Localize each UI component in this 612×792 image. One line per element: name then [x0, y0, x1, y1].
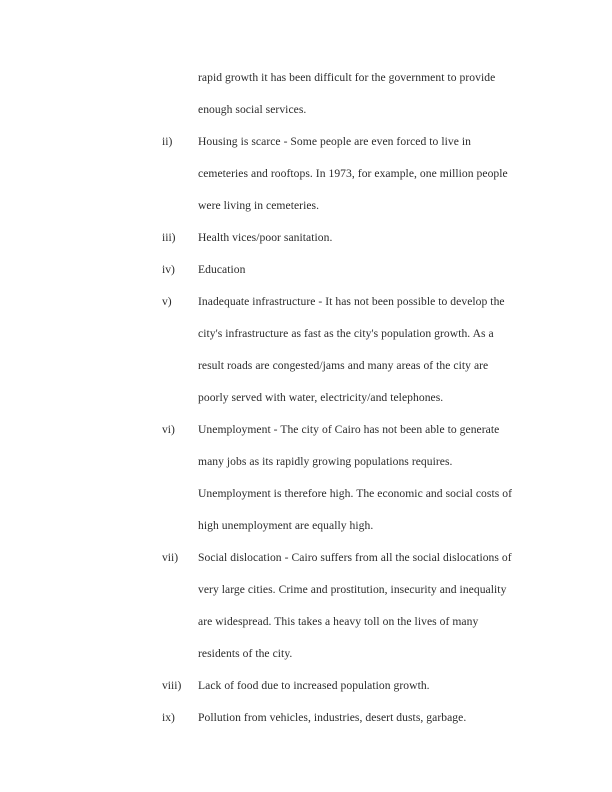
list-item-marker: vi) — [162, 423, 175, 436]
list-item — [162, 542, 528, 670]
paragraph-line: enough social services. — [198, 103, 307, 116]
list-item-text — [198, 222, 528, 254]
list-item-text — [198, 286, 528, 414]
text-line: Housing is scarce - Some people are even forced to live in — [198, 135, 472, 148]
continuation-paragraph — [198, 62, 528, 126]
text-line: Social dislocation - Cairo suffers from all the social dislocations of — [198, 551, 512, 564]
list-item — [162, 222, 528, 254]
text-line: poorly served with water, electricity/and telephones. — [198, 391, 444, 404]
text-line: were living in cemeteries. — [198, 199, 320, 212]
list-item-text — [198, 542, 528, 670]
text-line: Pollution from vehicles, industries, desert dusts, garbage. — [198, 711, 467, 724]
document-body — [162, 62, 528, 734]
list-item-text — [198, 126, 528, 222]
text-line: Inadequate infrastructure - It has not been possible to develop the — [198, 295, 505, 308]
text-line: residents of the city. — [198, 647, 293, 660]
list-item-text — [198, 414, 528, 542]
text-line: cemeteries and rooftops. In 1973, for example, one million people — [198, 167, 508, 180]
list-item-marker: ii) — [162, 135, 173, 148]
list-item-marker: vii) — [162, 551, 179, 564]
list-item-marker: iii) — [162, 231, 176, 244]
text-line: Education — [198, 263, 246, 276]
text-line: city's infrastructure as fast as the city's population growth. As a — [198, 327, 494, 340]
text-line: are widespread. This takes a heavy toll on the lives of many — [198, 615, 479, 628]
list-item — [162, 286, 528, 414]
list-item-marker: v) — [162, 295, 172, 308]
list-item — [162, 414, 528, 542]
list-item — [162, 670, 528, 702]
list-item — [162, 254, 528, 286]
list-item — [162, 702, 528, 734]
list-item-marker: iv) — [162, 263, 175, 276]
text-line: Health vices/poor sanitation. — [198, 231, 333, 244]
text-line: many jobs as its rapidly growing populations requires. — [198, 455, 453, 468]
text-line: Unemployment - The city of Cairo has not been able to generate — [198, 423, 500, 436]
list-item-marker: viii) — [162, 679, 182, 692]
text-line: high unemployment are equally high. — [198, 519, 374, 532]
text-line: Lack of food due to increased population growth. — [198, 679, 430, 692]
list-item-text — [198, 702, 528, 734]
paragraph-line: rapid growth it has been difficult for the government to provide — [198, 71, 496, 84]
text-line: very large cities. Crime and prostitution, insecurity and inequality — [198, 583, 507, 596]
list-item — [162, 126, 528, 222]
list-item-text — [198, 670, 528, 702]
text-line: Unemployment is therefore high. The economic and social costs of — [198, 487, 512, 500]
text-line: result roads are congested/jams and many areas of the city are — [198, 359, 489, 372]
list-item-marker: ix) — [162, 711, 175, 724]
list-item-text — [198, 254, 528, 286]
